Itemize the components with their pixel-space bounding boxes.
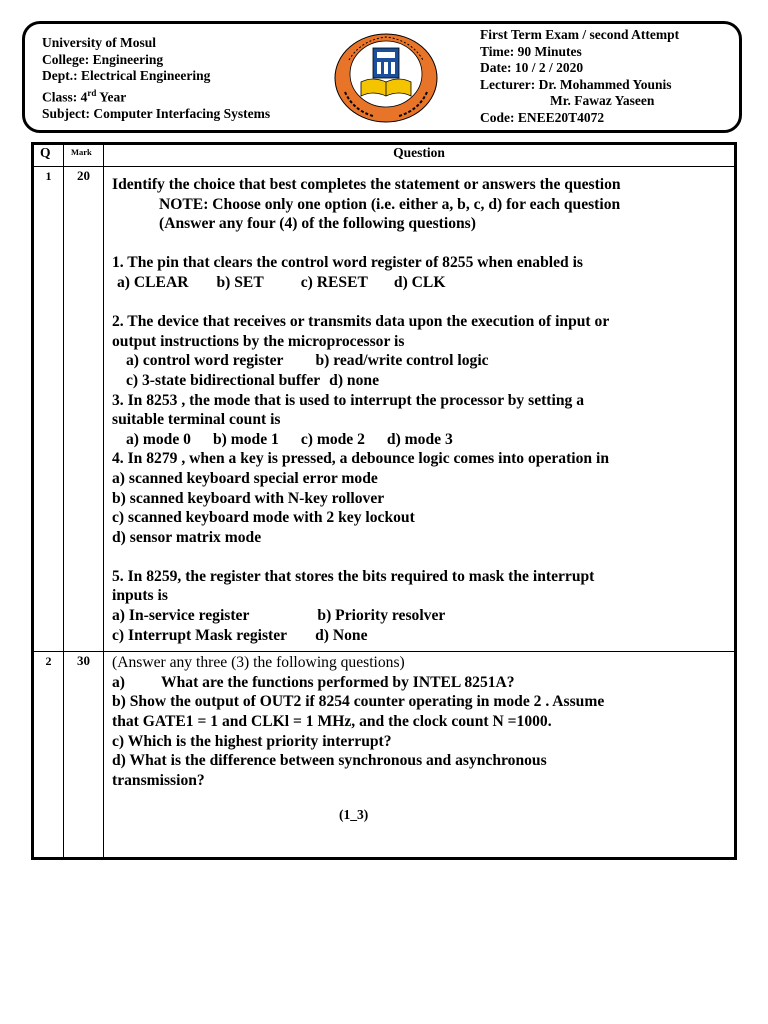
class-year: Class: 4rd Year bbox=[42, 87, 127, 104]
option: a) CLEAR bbox=[117, 273, 189, 291]
subject-name: Subject: Computer Interfacing Systems bbox=[42, 105, 271, 121]
mcq-5-options-row2 bbox=[112, 626, 730, 646]
option: a) scanned keyboard special error mode bbox=[112, 469, 378, 487]
page-number: (1_3) bbox=[339, 807, 369, 823]
mcq-3-options bbox=[112, 430, 730, 450]
subquestion-b-cont: that GATE1 = 1 and CLKl = 1 MHz, and the clock count N =1000. bbox=[112, 713, 552, 731]
answer-any-text: (Answer any four (4) of the following questions) bbox=[159, 215, 476, 233]
question-1-body bbox=[104, 167, 735, 652]
table-row bbox=[34, 652, 735, 858]
table-row bbox=[34, 167, 735, 652]
option: b) Priority resolver bbox=[317, 607, 446, 625]
mcq-1-options bbox=[112, 273, 730, 293]
mcq-3-stem-cont: suitable terminal count is bbox=[112, 411, 281, 429]
university-name: University of Mosul bbox=[42, 35, 156, 50]
question-mark: 20 bbox=[64, 167, 104, 652]
option: b) read/write control logic bbox=[315, 352, 489, 370]
lecturer-second: Mr. Fawaz Yaseen bbox=[550, 93, 655, 108]
mcq-3-stem: 3. In 8253 , the mode that is used to interrupt the processor by setting a bbox=[112, 391, 585, 409]
subquestion-d: d) What is the difference between synchronous and asynchronous bbox=[112, 752, 547, 770]
exam-date: Date: 10 / 2 / 2020 bbox=[480, 60, 584, 75]
question-2-body bbox=[104, 652, 735, 858]
university-seal-icon bbox=[333, 32, 439, 124]
exam-time: Time: 90 Minutes bbox=[480, 43, 582, 59]
option: c) mode 2 bbox=[300, 430, 365, 448]
lecturer-line: Lecturer: Dr. Mohammed Younis bbox=[480, 76, 672, 92]
question-number: 2 bbox=[34, 652, 64, 858]
course-code: Code: ENEE20T4072 bbox=[480, 109, 605, 125]
mcq-5-stem-cont: inputs is bbox=[112, 587, 168, 605]
option: d) mode 3 bbox=[386, 430, 453, 448]
option: a) control word register bbox=[126, 352, 284, 370]
department-name: Dept.: Electrical Engineering bbox=[42, 68, 211, 83]
mcq-5-stem: 5. In 8259, the register that stores the bits required to mask the interrupt bbox=[112, 567, 595, 585]
column-header-question: Question bbox=[104, 145, 735, 167]
option: d) sensor matrix mode bbox=[112, 528, 262, 546]
header-exam-info-block bbox=[480, 27, 679, 126]
column-header-q: Q bbox=[34, 145, 64, 167]
mcq-4-stem: 4. In 8279 , when a key is pressed, a debounce logic comes into operation in bbox=[112, 450, 610, 468]
answer-any-text: (Answer any three (3) the following questions) bbox=[112, 654, 405, 672]
option: d) None bbox=[315, 626, 368, 644]
option: d) none bbox=[329, 371, 379, 389]
mcq-2-options-row1 bbox=[112, 351, 730, 371]
exam-header bbox=[22, 21, 742, 133]
exam-question-table bbox=[31, 142, 737, 860]
subquestion-c: c) Which is the highest priority interrupt? bbox=[112, 732, 392, 750]
option: c) scanned keyboard mode with 2 key lockout bbox=[112, 509, 415, 527]
option: b) SET bbox=[216, 273, 264, 291]
mcq-1-stem: 1. The pin that clears the control word register of 8255 when enabled is bbox=[112, 254, 583, 272]
mcq-5-options-row1 bbox=[112, 606, 730, 626]
option: a) mode 0 bbox=[126, 430, 191, 448]
college-name: College: Engineering bbox=[42, 51, 164, 67]
question-number: 1 bbox=[34, 167, 64, 652]
mcq-2-stem-cont: output instructions by the microprocessor is bbox=[112, 332, 405, 350]
option: b) scanned keyboard with N-key rollover bbox=[112, 489, 385, 507]
subquestion-d-cont: transmission? bbox=[112, 771, 205, 789]
question-mark: 30 bbox=[64, 652, 104, 858]
option: d) CLK bbox=[393, 273, 446, 291]
subquestion-a: a) What are the functions performed by INTEL 8251A? bbox=[112, 673, 515, 691]
column-header-mark: Mark bbox=[64, 145, 104, 167]
header-institution-block bbox=[42, 35, 270, 122]
mcq-2-options-row2 bbox=[112, 371, 730, 391]
mcq-2-stem: 2. The device that receives or transmits data upon the execution of input or bbox=[112, 313, 610, 331]
option: a) In-service register bbox=[112, 607, 250, 625]
option: b) mode 1 bbox=[212, 430, 279, 448]
option: c) Interrupt Mask register bbox=[112, 626, 288, 644]
note-text: NOTE: Choose only one option (i.e. either a, b, c, d) for each question bbox=[159, 195, 621, 213]
subquestion-b: b) Show the output of OUT2 if 8254 counter operating in mode 2 . Assume bbox=[112, 693, 605, 711]
option: c) RESET bbox=[300, 273, 368, 291]
exam-title: First Term Exam / second Attempt bbox=[480, 27, 680, 42]
option: c) 3-state bidirectional buffer bbox=[126, 371, 321, 389]
instruction-text: Identify the choice that best completes the statement or answers the question bbox=[112, 176, 621, 193]
table-header-row bbox=[34, 145, 735, 167]
